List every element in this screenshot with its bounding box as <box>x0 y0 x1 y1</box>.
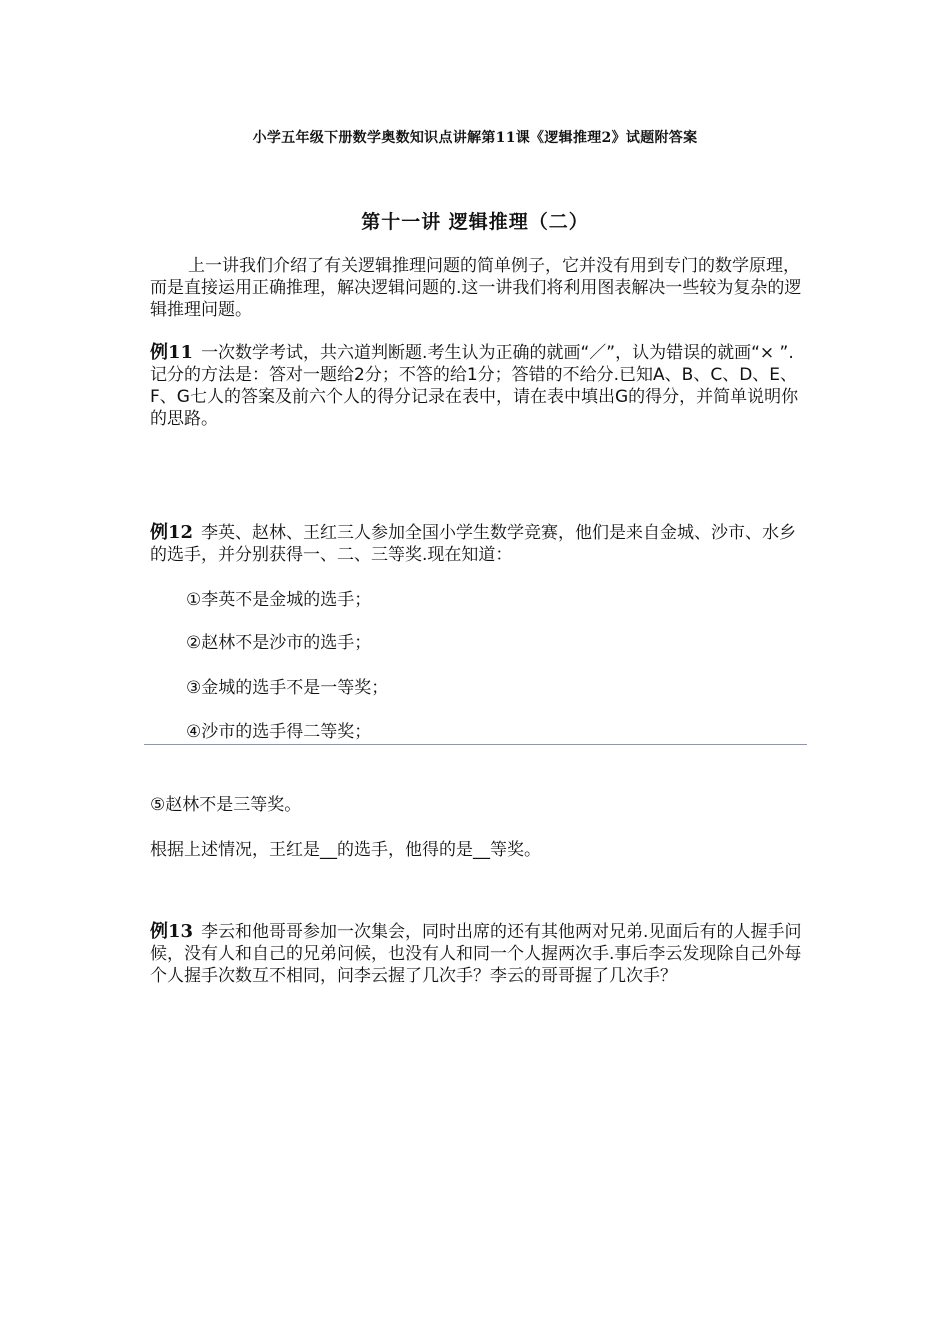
example-12 <box>150 522 810 566</box>
condition-5: ⑤赵林不是三等奖。 <box>150 795 302 815</box>
example-11-text: 一次数学考试，共六道判断题.考生认为正确的就画“／”，认为错误的就画“× ”.记分的方法是：答对一题给2分；不答的给1分；答错的不给分.已知A、B、C、D、E、F、G七人的答案及前六个人的得分记录在表中，请在表中填出G的得分，并简单说明你的思路。 <box>150 343 799 429</box>
condition-1: ①李英不是金城的选手； <box>186 590 372 610</box>
example-12-label: 例12 <box>150 522 194 543</box>
intro-paragraph: 上一讲我们介绍了有关逻辑推理问题的简单例子，它并没有用到专门的数学原理，而是直接运用正确推理，解决逻辑问题的.这一讲我们将利用图表解决一些较为复杂的逻辑推理问题。 <box>150 256 802 320</box>
condition-3: ③金城的选手不是一等奖； <box>186 678 389 698</box>
example-13 <box>150 921 810 987</box>
example-11 <box>150 342 810 430</box>
example-12-question: 根据上述情况，王红是__的选手，他得的是__等奖。 <box>150 840 541 860</box>
condition-2: ②赵林不是沙市的选手； <box>186 633 372 653</box>
example-13-text: 李云和他哥哥参加一次集会，同时出席的还有其他两对兄弟.见面后有的人握手问候，没有人和自己的兄弟问候，也没有人和同一个人握两次手.事后李云发现除自己外每个人握手次数互不相同，问李云握了几次手？李云的哥哥握了几次手？ <box>150 922 802 986</box>
example-12-text: 李英、赵林、王红三人参加全国小学生数学竞赛，他们是来自金城、沙市、水乡的选手，并分别获得一、二、三等奖.现在知道： <box>150 523 797 565</box>
example-11-label: 例11 <box>150 342 194 363</box>
condition-4: ④沙市的选手得二等奖； <box>186 722 372 742</box>
document-title: 小学五年级下册数学奥数知识点讲解第11课《逻辑推理2》试题附答案 <box>252 130 698 146</box>
page-divider <box>144 744 807 745</box>
lecture-title: 第十一讲 逻辑推理（二） <box>361 211 589 233</box>
example-13-label: 例13 <box>150 921 194 942</box>
